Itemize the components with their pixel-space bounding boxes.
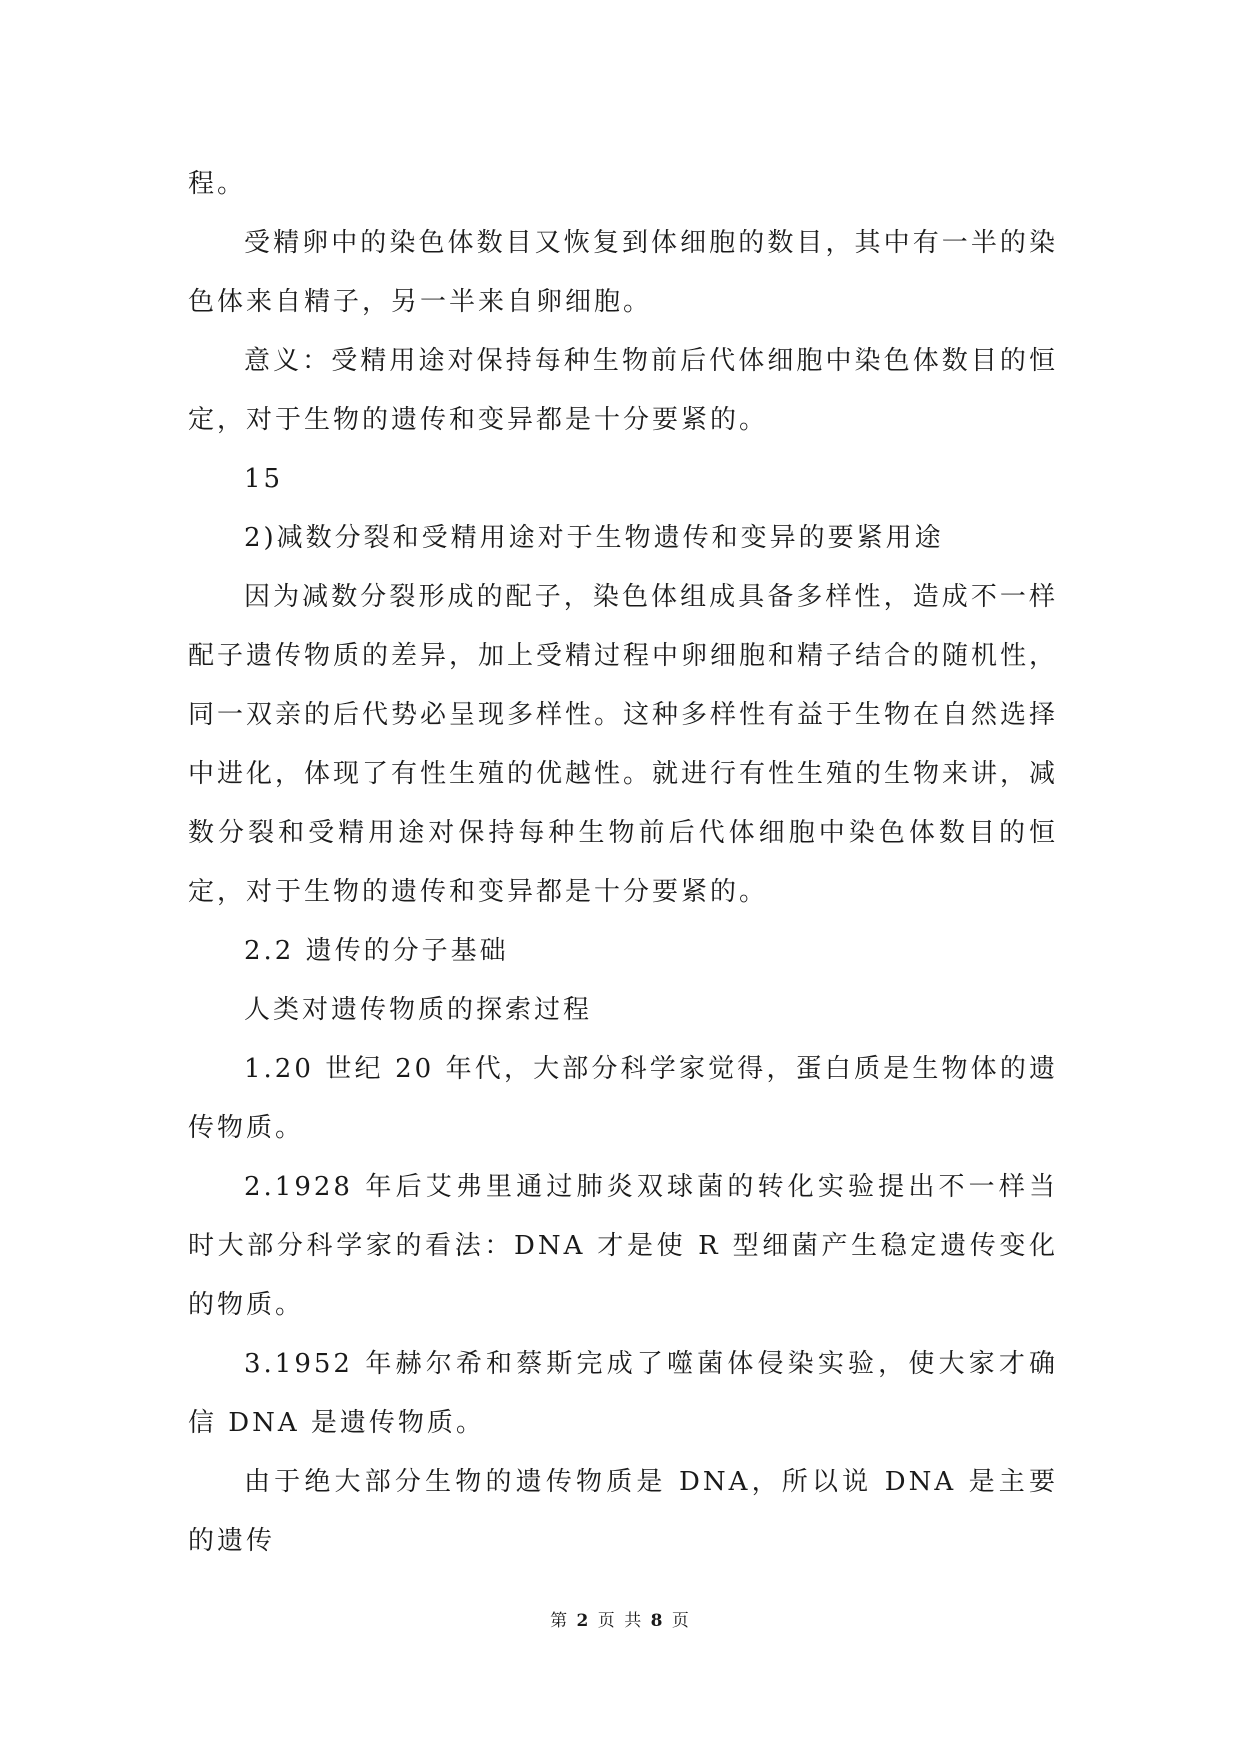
paragraph: 受精卵中的染色体数目又恢复到体细胞的数目，其中有一半的染色体来自精子，另一半来自卵细胞。 [188, 228, 1058, 317]
paragraph: 15 [244, 464, 284, 494]
footer-prefix: 第 [550, 1611, 570, 1631]
list-item: 1.20 世纪 20 年代，大部分科学家觉得，蛋白质是生物体的遗传物质。 [188, 1054, 1058, 1143]
footer-middle: 页 共 [597, 1611, 644, 1631]
paragraph: 程。 [188, 169, 247, 199]
paragraph: 人类对遗传物质的探索过程 [244, 995, 593, 1025]
section-heading: 2.2 遗传的分子基础 [244, 936, 509, 966]
page-footer [0, 1606, 1241, 1631]
footer-total-pages: 8 [650, 1611, 665, 1631]
paragraph: 由于绝大部分生物的遗传物质是 DNA，所以说 DNA 是主要的遗传 [188, 1467, 1058, 1556]
paragraph: 因为减数分裂形成的配子，染色体组成具备多样性，造成不一样配子遗传物质的差异，加上受精过程中卵细胞和精子结合的随机性，同一双亲的后代势必呈现多样性。这种多样性有益于生物在自然选择中进化，体现了有性生殖的优越性。就进行有性生殖的生物来讲，减数分裂和受精用途对保持每种生物前后代体细胞中染色体数目的恒定，对于生物的遗传和变异都是十分要紧的。 [188, 582, 1059, 907]
paragraph: 意义：受精用途对保持每种生物前后代体细胞中染色体数目的恒定，对于生物的遗传和变异都是十分要紧的。 [188, 346, 1058, 435]
body-text [188, 155, 1058, 1571]
footer-suffix: 页 [671, 1611, 691, 1631]
list-item: 2.1928 年后艾弗里通过肺炎双球菌的转化实验提出不一样当时大部分科学家的看法：DNA 才是使 R 型细菌产生稳定遗传变化的物质。 [188, 1172, 1058, 1320]
section-heading: 2)减数分裂和受精用途对于生物遗传和变异的要紧用途 [244, 523, 944, 553]
list-item: 3.1952 年赫尔希和蔡斯完成了噬菌体侵染实验，使大家才确信 DNA 是遗传物质。 [188, 1349, 1058, 1438]
footer-page-number: 2 [576, 1611, 591, 1631]
